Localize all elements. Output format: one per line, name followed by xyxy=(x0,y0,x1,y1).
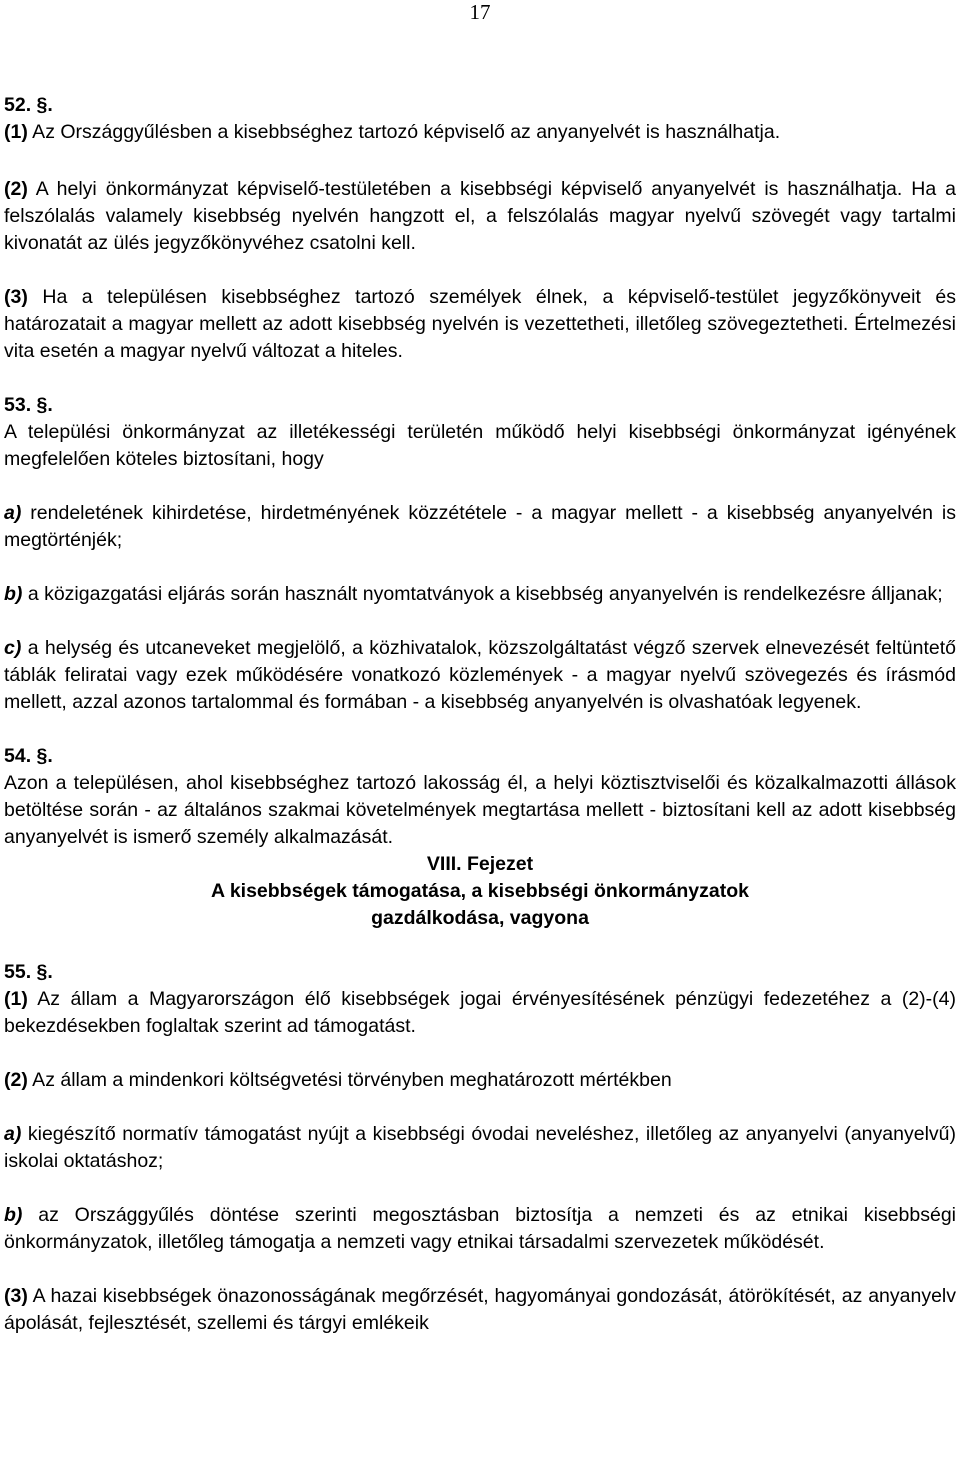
paragraph-text: A hazai kisebbségek önazonosságának megőrzését, hagyományai gondozását, átörökítését, az anyanyelv ápolását, fejlesztését, szellemi és tárgyi emlékeik xyxy=(4,1285,956,1334)
paragraph-text: Ha a településen kisebbséghez tartozó személyek élnek, a képviselő-testület jegyzőkönyveit és határozatait a magyar mellett az adott kisebbség nyelvén is vezettetheti, illetőleg szövegeztetheti. Értelmezési vita esetén a magyar nyelvű változat a hiteles. xyxy=(4,286,956,362)
document-body xyxy=(4,92,956,1337)
chapter-title-line-1: A kisebbségek támogatása, a kisebbségi önkormányzatok xyxy=(211,880,749,902)
paragraph-text: Az állam a mindenkori költségvetési törvényben meghatározott mértékben xyxy=(27,1069,672,1091)
section-53-item-b xyxy=(4,581,956,608)
section-54-text: Azon a településen, ahol kisebbséghez tartozó lakosság él, a helyi köztisztviselői és közalkalmazotti állások betöltése során - az általános szakmai követelmények megtartása mellett - biztosítani kell az adott kisebbség anyanyelvét is ismerő személy alkalmazását. xyxy=(4,772,956,848)
paragraph-text: A helyi önkormányzat képviselő-testületében a kisebbségi képviselő anyanyelvét is használhatja. Ha a felszólalás valamely kisebbség nyelvén hangzott el, a felszólalás magyar nyelvű szövegét vagy tartalmi kivonatát az ülés jegyzőkönyvéhez csatolni kell. xyxy=(4,178,956,254)
item-label: a) xyxy=(4,502,22,524)
section-52-paragraph-2 xyxy=(4,176,956,257)
paragraph-number: (2) xyxy=(4,1069,28,1091)
item-text: az Országgyűlés döntése szerinti megosztásban biztosítja a nemzeti és az etnikai kisebbségi önkormányzatok, illetőleg támogatja a nemzeti vagy etnikai társadalmi szervezetek működését. xyxy=(4,1204,956,1253)
section-55-paragraph-2 xyxy=(4,1067,956,1094)
item-text: a helység és utcaneveket megjelölő, a közhivatalok, közszolgáltatást végző szervek elnevezését feltüntető táblák feliratai vagy ezek működésére vonatkozó közlemények - a magyar nyelvű szövegezés és írásmód mellett, azzal azonos tartalommal és formában - a kisebbség anyanyelvén is olvashatóak legyenek. xyxy=(4,637,956,713)
item-text: rendeletének kihirdetése, hirdetményének közzététele - a magyar mellett - a kisebbség anyanyelvén is megtörténjék; xyxy=(4,502,956,551)
section-53-item-c xyxy=(4,635,956,716)
section-53-intro: A települési önkormányzat az illetékességi területén működő helyi kisebbségi önkormányzat igényének megfelelően köteles biztosítani, hogy xyxy=(4,421,956,470)
section-53-heading: 53. §. xyxy=(4,394,53,416)
item-label: b) xyxy=(4,583,23,605)
item-label: b) xyxy=(4,1204,23,1226)
section-52-heading: 52. §. xyxy=(4,94,53,116)
section-54-heading: 54. §. xyxy=(4,745,53,767)
section-55-item-b xyxy=(4,1202,956,1256)
section-52-paragraph-1 xyxy=(4,119,956,146)
item-text: a közigazgatási eljárás során használt nyomtatványok a kisebbség anyanyelvén is rendelkezésre álljanak; xyxy=(22,583,943,605)
item-text: kiegészítő normatív támogatást nyújt a kisebbségi óvodai neveléshez, illetőleg az anyanyelvi (anyanyelvű) iskolai oktatáshoz; xyxy=(4,1123,956,1172)
page-number: 17 xyxy=(469,0,491,24)
section-55-item-a xyxy=(4,1121,956,1175)
chapter-title-line-2: gazdálkodása, vagyona xyxy=(371,907,589,929)
item-label: a) xyxy=(4,1123,22,1145)
paragraph-number: (1) xyxy=(4,121,28,143)
section-52-paragraph-3 xyxy=(4,284,956,365)
paragraph-text: Az Országgyűlésben a kisebbséghez tartozó képviselő az anyanyelvét is használhatja. xyxy=(27,121,781,143)
section-55-paragraph-3 xyxy=(4,1283,956,1337)
section-55-paragraph-1 xyxy=(4,986,956,1040)
chapter-number: VIII. Fejezet xyxy=(426,853,534,875)
section-55-heading: 55. §. xyxy=(4,961,53,983)
paragraph-number: (3) xyxy=(4,1285,28,1307)
paragraph-number: (3) xyxy=(4,286,28,308)
paragraph-text: Az állam a Magyarországon élő kisebbségek jogai érvényesítésének pénzügyi fedezetéhez a (2)-(4) bekezdésekben foglaltak szerint ad támogatást. xyxy=(4,988,956,1037)
paragraph-number: (1) xyxy=(4,988,28,1010)
paragraph-number: (2) xyxy=(4,178,28,200)
item-label: c) xyxy=(4,637,22,659)
section-53-item-a xyxy=(4,500,956,554)
